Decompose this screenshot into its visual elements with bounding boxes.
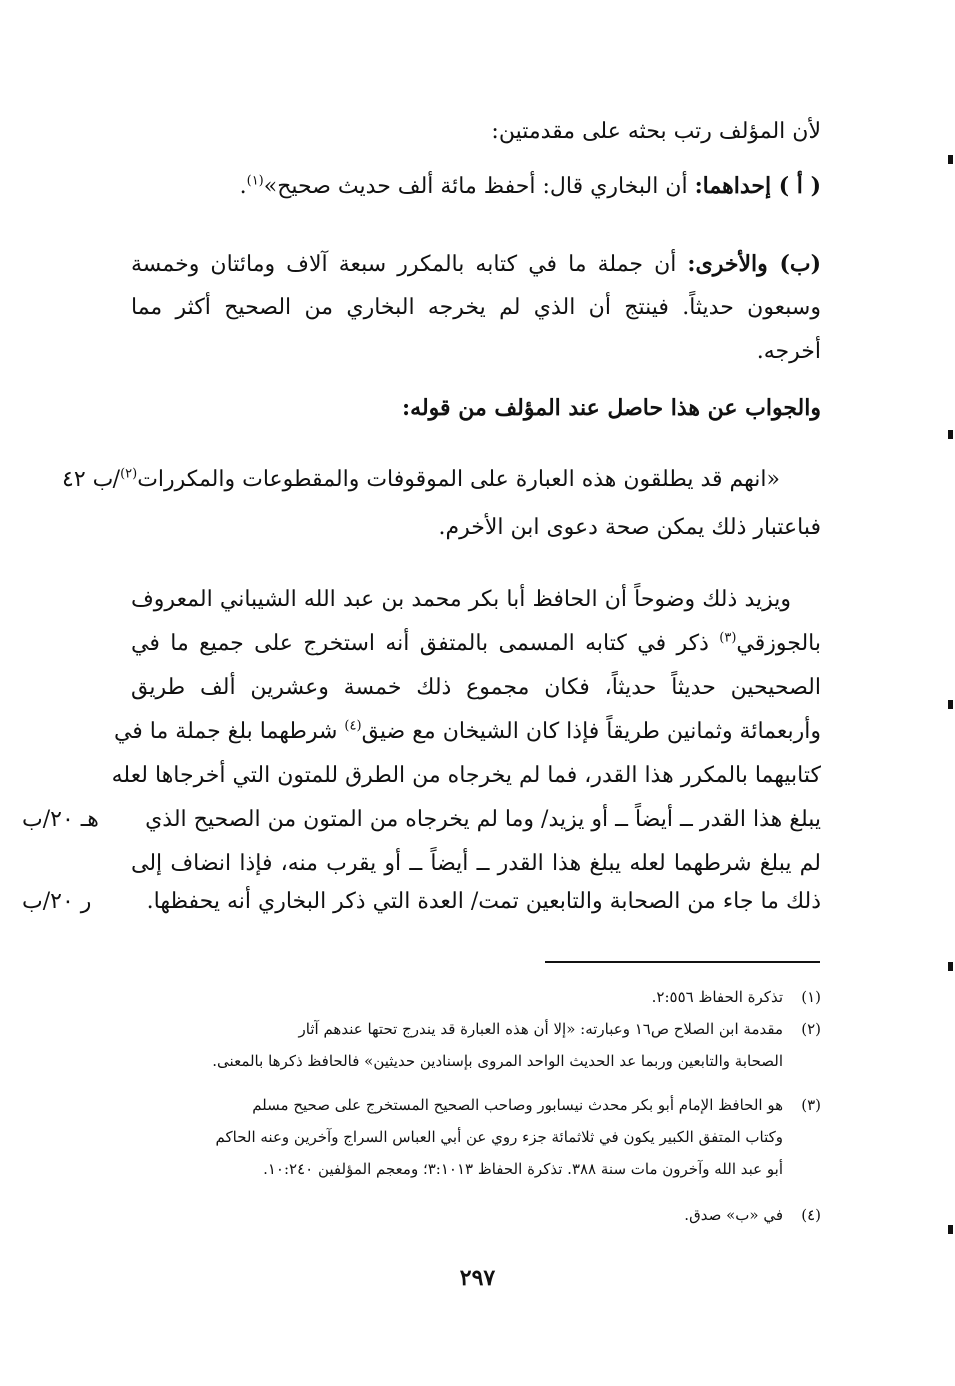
margin-note-h20b: هـ ٢٠/ب <box>22 807 99 832</box>
edge-mark <box>948 962 953 971</box>
footnote-3-continuation: وكتاب المتفق الكبير يكون في ثلاثمائة جزء روي عن أبي العباس السراج وآخرين وعنه الحاكم <box>215 1128 783 1146</box>
body-line-15: لم يبلغ شرطهما لعله يبلغ هذا القدر ــ أيضاً ــ أو يقرب منه، فإذا انضاف إلى <box>131 851 821 876</box>
footnote-1-number: (١) <box>801 988 821 1006</box>
body-line-10: بالجوزقي$^{(٣)}$ ذكر في كتابه المسمى بالمتفق أنه استخرج على جميع ما في <box>131 630 821 656</box>
body-line-4: وسبعون حديثاً. فينتج أن الذي لم يخرجه البخاري من الصحيح أكثر مما <box>131 295 821 320</box>
footnote-ref-4: (٤) <box>344 718 362 734</box>
edge-mark <box>948 1225 953 1234</box>
body-line-6: والجواب عن هذا حاصل عند المؤلف من قوله: <box>402 395 821 421</box>
body-line-8: فباعتبار ذلك يمكن صحة دعوى ابن الأخرم. <box>438 515 821 540</box>
edge-mark <box>948 430 953 439</box>
body-line-13: كتابيهما بالمكرر هذا القدر، فما لم يخرجاه من الطرق للمتون التي أخرجاها لعله <box>111 763 821 788</box>
page-number: ٢٩٧ <box>459 1265 496 1291</box>
body-line-1: لأن المؤلف رتب بحثه على مقدمتين: <box>491 119 821 144</box>
footnote-separator <box>545 961 820 963</box>
footnote-ref-2: (٢) <box>120 466 138 482</box>
footnote-1-text: تذكرة الحفاظ ٢:٥٥٦. <box>651 988 783 1006</box>
edge-mark <box>948 700 953 709</box>
body-line-12: وأربعمائة وثمانين طريقاً فإذا كان الشيخان مع ضيق$^{(٤)}$ شرطهما بلغ جملة ما في <box>113 718 821 744</box>
footnote-4-number: (٤) <box>801 1206 821 1224</box>
body-line-2: ( أ ) إحداهما: أن البخاري قال: أحفظ مائة ألف حديث صحيح»$^{(١)}$. <box>239 173 821 199</box>
body-line-9: ويزيد ذلك وضوحاً أن الحافظ أبا بكر محمد بن عبد الله الشيباني المعروف <box>131 587 791 612</box>
footnote-3-continuation-2: أبو عبد الله وآخرون مات سنة ٣٨٨. تذكرة الحفاظ ٣:١٠١٣؛ ومعجم المؤلفين ١٠:٢٤٠. <box>263 1160 783 1178</box>
body-line-16: ذلك ما جاء من الصحابة والتابعين تمت/ العدة التي ذكر البخاري أنه يحفظها. <box>146 889 821 914</box>
item-a-label: ( أ ) إحداهما: <box>694 173 821 199</box>
footnote-ref-1: (١) <box>246 173 264 189</box>
footnote-2-continuation: الصحابة والتابعين وربما عد الحديث الواحد المروى بإسنادين حديثين» فالحافظ ذكرها بالمعنى. <box>212 1052 783 1070</box>
body-line-14: يبلغ هذا القدر ــ أيضاً ــ أو يزيد/ وما لم يخرجاه من المتون من الصحيح الذي <box>145 807 821 832</box>
item-b-label: (ب) والأخرى: <box>687 251 821 277</box>
footnote-2-number: (٢) <box>801 1020 821 1038</box>
footnote-ref-3: (٣) <box>719 630 737 646</box>
body-line-11: الصحيحين حديثاً حديثاً، فكان مجموع ذلك خمسة وعشرين ألف طريق <box>131 675 821 700</box>
footnote-3 <box>131 1089 821 1185</box>
body-line-3: (ب) والأخرى: أن جملة ما في كتابه بالمكرر سبعة آلاف ومائتان وخمسة <box>131 251 821 277</box>
body-line-5: أخرجه. <box>756 339 821 364</box>
footnote-2-text: مقدمة ابن الصلاح ص١٦ وعبارته: «إلا أن هذه العبارة قد يندرج تحتها عندهم آثار <box>298 1020 783 1038</box>
edge-mark <box>948 155 953 164</box>
footnote-1 <box>131 981 821 1013</box>
footnote-2 <box>131 1013 821 1077</box>
margin-note-r20b: ر ٢٠/ب <box>22 889 92 914</box>
footnote-4 <box>131 1199 821 1231</box>
footnote-4-text: في «ب» صدق. <box>684 1206 783 1224</box>
footnote-3-text: هو الحافظ الإمام أبو بكر محدث نيسابور وصاحب الصحيح المستخرج على صحيح مسلم <box>252 1096 783 1114</box>
margin-note-b42: ب ٤٢ <box>62 467 114 492</box>
footnote-3-number: (٣) <box>801 1096 821 1114</box>
body-line-7: «انهم قد يطلقون هذه العبارة على الموقوفات والمقطوعات والمكررات$^{(٢)}$/ <box>112 466 780 492</box>
